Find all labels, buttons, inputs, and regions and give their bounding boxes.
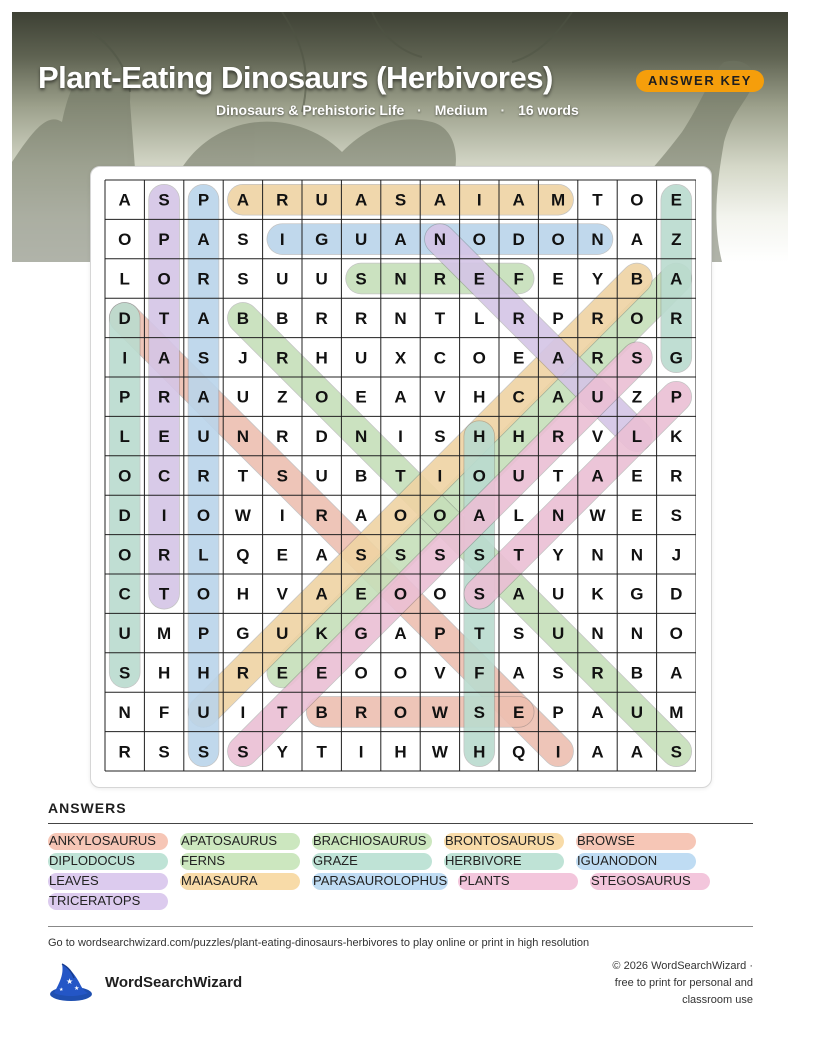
grid-letter[interactable]: A	[512, 663, 525, 683]
grid-letter[interactable]: B	[315, 702, 328, 722]
grid-letter[interactable]: T	[158, 584, 170, 604]
grid-letter[interactable]: N	[394, 269, 407, 289]
grid-letter[interactable]: S	[394, 190, 407, 210]
copyright-line: free to print for personal and	[614, 977, 753, 989]
difficulty-label: Medium	[434, 102, 488, 118]
grid-letter[interactable]: O	[196, 505, 211, 525]
grid-letter[interactable]: S	[631, 348, 643, 368]
grid-letter[interactable]: O	[196, 584, 211, 604]
grid-letter[interactable]: F	[513, 269, 524, 289]
grid-letter[interactable]: A	[197, 230, 210, 250]
grid-letter[interactable]: W	[431, 742, 448, 762]
grid-letter[interactable]: A	[591, 742, 604, 762]
grid-letter[interactable]: R	[354, 702, 368, 722]
grid-letter[interactable]: L	[119, 427, 130, 447]
answer-word-label: PARASAUROLOPHUS	[313, 873, 448, 888]
grid-letter[interactable]: A	[433, 190, 447, 210]
grid-letter[interactable]: A	[118, 190, 131, 210]
brand-name: WordSearchWizard	[105, 974, 243, 991]
grid-letter[interactable]: M	[551, 190, 566, 210]
answer-word	[48, 832, 156, 850]
grid-letter[interactable]: H	[394, 742, 407, 762]
grid-letter[interactable]: O	[393, 505, 408, 525]
grid-letter[interactable]: R	[433, 269, 447, 289]
grid-letter[interactable]: A	[551, 387, 565, 407]
answer-word	[312, 832, 426, 850]
grid-letter[interactable]: C	[433, 348, 447, 368]
grid-letter[interactable]: I	[437, 466, 443, 486]
answer-word-label: APATOSAURUS	[181, 833, 278, 848]
svg-text:★: ★	[74, 986, 80, 992]
grid-letter[interactable]: S	[355, 545, 367, 565]
svg-text:★: ★	[59, 987, 64, 993]
grid-letter[interactable]: R	[276, 427, 289, 447]
grid-letter[interactable]: S	[119, 663, 131, 683]
grid-letter[interactable]: S	[237, 742, 249, 762]
grid-letter[interactable]: A	[315, 545, 328, 565]
grid-letter[interactable]: X	[394, 348, 407, 368]
grid-letter[interactable]: S	[434, 545, 446, 565]
grid-letter[interactable]: U	[276, 624, 289, 644]
grid-letter[interactable]: S	[355, 269, 367, 289]
grid-letter[interactable]: N	[354, 427, 368, 447]
answer-word	[48, 852, 135, 870]
answer-word	[576, 852, 657, 870]
grid-letter[interactable]: K	[670, 427, 683, 447]
grid-letter[interactable]: R	[118, 742, 131, 762]
grid-letter[interactable]: N	[630, 624, 644, 644]
grid-letter[interactable]: F	[158, 702, 170, 722]
answer-word	[48, 872, 99, 890]
grid-letter[interactable]: I	[398, 427, 403, 447]
grid-letter[interactable]: E	[473, 269, 485, 289]
answer-word-label: GRAZE	[313, 853, 358, 868]
grid-letter[interactable]: I	[279, 505, 285, 525]
grid-letter[interactable]: I	[240, 702, 246, 722]
grid-letter[interactable]: U	[354, 348, 368, 368]
grid-letter[interactable]: E	[355, 584, 367, 604]
letter-grid	[104, 179, 696, 773]
grid-letter[interactable]: B	[630, 269, 644, 289]
grid-letter[interactable]: A	[630, 230, 644, 250]
grid-letter[interactable]: H	[197, 663, 210, 683]
answer-word	[312, 852, 358, 870]
grid-letter[interactable]: A	[236, 190, 250, 210]
grid-letter[interactable]: A	[630, 742, 644, 762]
grid-letter[interactable]: T	[474, 624, 485, 644]
grid-letter[interactable]: S	[394, 545, 407, 565]
grid-letter[interactable]: K	[315, 624, 328, 644]
answer-word	[180, 832, 277, 850]
grid-letter[interactable]: O	[472, 230, 486, 250]
answer-word	[458, 872, 510, 890]
answer-word	[444, 832, 555, 850]
answer-word-label: STEGOSAURUS	[591, 873, 691, 888]
grid-letter[interactable]: E	[276, 545, 288, 565]
grid-letter[interactable]: O	[315, 387, 329, 407]
answer-word	[576, 832, 635, 850]
grid-letter[interactable]: S	[473, 545, 485, 565]
grid-letter[interactable]: P	[197, 624, 210, 644]
grid-letter[interactable]: H	[157, 663, 171, 683]
answer-word-label: ANKYLOSAURUS	[49, 833, 156, 848]
grid-letter[interactable]: P	[197, 190, 210, 210]
grid-letter[interactable]: R	[591, 663, 604, 683]
grid-letter[interactable]: U	[118, 624, 131, 644]
answer-word	[180, 852, 225, 870]
grid-letter[interactable]: G	[315, 230, 329, 250]
grid-letter[interactable]: B	[276, 308, 289, 328]
grid-letter[interactable]: D	[315, 427, 328, 447]
grid-letter[interactable]: O	[472, 348, 486, 368]
grid-letter[interactable]: A	[512, 584, 525, 604]
grid-letter[interactable]: E	[631, 505, 643, 525]
grid-letter[interactable]: T	[395, 466, 406, 486]
grid-letter[interactable]: S	[197, 348, 210, 368]
grid-letter[interactable]: T	[277, 702, 288, 722]
grid-letter[interactable]: U	[197, 427, 210, 447]
grid-letter[interactable]: A	[591, 702, 604, 722]
grid-letter[interactable]: D	[118, 505, 131, 525]
divider	[48, 926, 753, 927]
grid-letter[interactable]: R	[591, 348, 604, 368]
grid-letter[interactable]: O	[630, 308, 644, 328]
grid-letter[interactable]: U	[551, 624, 565, 644]
grid-letter[interactable]: E	[355, 387, 367, 407]
grid-letter[interactable]: O	[354, 663, 368, 683]
grid-letter[interactable]: L	[631, 427, 643, 447]
grid-letter[interactable]: K	[591, 584, 604, 604]
grid-letter[interactable]: O	[118, 466, 132, 486]
grid-letter[interactable]: O	[669, 624, 683, 644]
grid-letter[interactable]: H	[473, 387, 486, 407]
grid-letter[interactable]: A	[197, 308, 210, 328]
grid-letter[interactable]: W	[234, 505, 251, 525]
copyright-line: classroom use	[682, 994, 753, 1006]
grid-letter[interactable]: H	[236, 584, 250, 604]
grid-letter[interactable]: P	[158, 230, 170, 250]
answer-word-label: MAIASAURA	[181, 873, 258, 888]
answer-word-label: FERNS	[181, 853, 226, 868]
grid-letter[interactable]: I	[279, 230, 285, 250]
grid-letter[interactable]: R	[276, 348, 289, 368]
grid-letter[interactable]: E	[158, 427, 170, 447]
grid-letter[interactable]: M	[157, 624, 172, 644]
meta-separator: ·	[500, 102, 506, 118]
grid-letter[interactable]: L	[474, 308, 485, 328]
play-online-link[interactable]: Go to wordsearchwizard.com/puzzles/plant-eating-dinosaurs-herbivores to play online or print in high resolution	[48, 937, 590, 949]
grid-letter[interactable]: G	[630, 584, 644, 604]
grid-letter[interactable]: N	[236, 427, 250, 447]
answer-word-label: BRACHIOSAURUS	[313, 833, 427, 848]
grid-letter[interactable]: C	[157, 466, 171, 486]
svg-text:★: ★	[66, 977, 74, 986]
grid-letter[interactable]: E	[670, 190, 682, 210]
grid-letter[interactable]: U	[551, 584, 565, 604]
answer-word-label: TRICERATOPS	[49, 893, 141, 908]
wizard-hat-icon	[46, 962, 94, 1004]
grid-letter[interactable]: O	[551, 230, 565, 250]
grid-letter[interactable]: O	[433, 584, 447, 604]
grid-letter[interactable]: B	[236, 308, 250, 328]
grid-letter[interactable]: A	[551, 348, 565, 368]
category-label: Dinosaurs & Prehistoric Life	[216, 102, 405, 118]
grid-letter[interactable]: R	[591, 308, 604, 328]
grid-letter[interactable]: A	[394, 624, 407, 644]
grid-letter[interactable]: D	[670, 584, 683, 604]
grid-letter[interactable]: S	[237, 230, 249, 250]
grid-letter[interactable]: P	[434, 624, 446, 644]
grid-letter[interactable]: E	[316, 663, 328, 683]
grid-letter[interactable]: R	[315, 308, 328, 328]
grid-letter[interactable]: N	[551, 505, 565, 525]
grid-letter[interactable]: O	[118, 545, 132, 565]
grid-letter[interactable]: J	[238, 348, 248, 368]
grid-letter[interactable]: G	[354, 624, 368, 644]
grid-letter[interactable]: R	[670, 466, 683, 486]
answer-word	[444, 852, 522, 870]
grid-letter[interactable]: C	[512, 387, 525, 407]
grid-letter[interactable]: S	[552, 663, 564, 683]
grid-letter[interactable]: E	[276, 663, 288, 683]
grid-letter[interactable]: A	[512, 190, 525, 210]
answer-word	[180, 872, 258, 890]
grid-letter[interactable]: O	[393, 584, 408, 604]
grid-letter[interactable]: W	[589, 505, 606, 525]
grid-letter[interactable]: V	[434, 663, 446, 683]
grid-letter[interactable]: C	[118, 584, 131, 604]
grid-letter[interactable]: O	[630, 190, 644, 210]
grid-letter[interactable]: V	[591, 427, 604, 447]
grid-letter[interactable]: U	[315, 190, 328, 210]
grid-letter[interactable]: U	[315, 466, 328, 486]
answer-word-label: BRONTOSAURUS	[445, 833, 555, 848]
grid-letter[interactable]: S	[158, 742, 170, 762]
grid-letter[interactable]: U	[236, 387, 250, 407]
grid-letter[interactable]: H	[473, 742, 486, 762]
grid-letter[interactable]: N	[118, 702, 131, 722]
grid-letter[interactable]: I	[161, 505, 167, 525]
grid-letter[interactable]: H	[512, 427, 525, 447]
grid-letter[interactable]: V	[276, 584, 288, 604]
grid-letter[interactable]: U	[197, 702, 210, 722]
grid-letter[interactable]: E	[513, 702, 525, 722]
grid-letter[interactable]: O	[393, 663, 408, 683]
grid-letter[interactable]: T	[513, 545, 524, 565]
grid-letter[interactable]: V	[434, 387, 446, 407]
grid-letter[interactable]: U	[315, 269, 328, 289]
grid-letter[interactable]: A	[670, 269, 683, 289]
grid-letter[interactable]: S	[276, 466, 288, 486]
grid-letter[interactable]: D	[118, 308, 131, 328]
grid-letter[interactable]: A	[394, 230, 407, 250]
meta-separator: ·	[417, 102, 422, 118]
grid-letter[interactable]: E	[631, 466, 643, 486]
grid-letter[interactable]: R	[236, 663, 250, 683]
grid-letter[interactable]: R	[157, 387, 171, 407]
grid-letter[interactable]: R	[197, 269, 210, 289]
grid-letter[interactable]: G	[236, 624, 250, 644]
grid-letter[interactable]: B	[630, 663, 644, 683]
page-title: Plant-Eating Dinosaurs (Herbivores)	[38, 60, 553, 95]
grid-letter[interactable]: U	[276, 269, 289, 289]
grid-letter[interactable]: B	[354, 466, 368, 486]
answer-word	[590, 872, 691, 890]
grid-letter[interactable]: T	[316, 742, 327, 762]
grid-letter[interactable]: N	[591, 545, 604, 565]
grid-letter[interactable]: L	[198, 545, 209, 565]
grid-letter[interactable]: A	[394, 387, 407, 407]
grid-letter[interactable]: N	[394, 308, 407, 328]
grid-letter[interactable]: U	[354, 230, 368, 250]
grid-letter[interactable]: I	[555, 742, 561, 762]
copyright	[590, 958, 753, 1009]
grid-letter[interactable]: T	[434, 308, 446, 328]
grid-letters	[118, 191, 683, 762]
grid-letter[interactable]: U	[512, 466, 525, 486]
grid-letter[interactable]: A	[670, 663, 683, 683]
grid-letter[interactable]: P	[552, 702, 564, 722]
grid-letter[interactable]: J	[671, 545, 682, 565]
word-count-label: 16 words	[518, 102, 579, 118]
grid-letter[interactable]: Y	[591, 269, 604, 289]
grid-letter[interactable]: A	[591, 466, 604, 486]
answer-word-label: PLANTS	[459, 873, 510, 888]
grid-letter[interactable]: E	[513, 348, 525, 368]
grid-letter[interactable]: H	[315, 348, 328, 368]
grid-letter[interactable]: O	[157, 269, 171, 289]
grid-letter[interactable]: A	[315, 584, 328, 604]
grid-letter[interactable]: I	[476, 190, 482, 210]
grid-letter[interactable]: P	[670, 387, 682, 407]
grid-letter[interactable]: R	[276, 190, 289, 210]
grid-letter[interactable]: E	[552, 269, 564, 289]
grid-letter[interactable]: D	[512, 230, 525, 250]
answers-heading: ANSWERS	[48, 800, 127, 816]
answer-word	[48, 892, 140, 910]
grid-letter[interactable]: A	[157, 348, 171, 368]
answer-word-label: BROWSE	[577, 833, 635, 848]
grid-letter[interactable]: T	[237, 466, 249, 486]
grid-letter[interactable]: N	[591, 624, 604, 644]
grid-letter[interactable]: T	[552, 466, 564, 486]
grid-letter[interactable]: U	[630, 702, 644, 722]
grid-letter[interactable]: N	[591, 230, 604, 250]
grid-letter[interactable]: W	[431, 702, 448, 722]
grid-letter[interactable]: U	[591, 387, 604, 407]
grid-letter[interactable]: L	[119, 269, 130, 289]
grid-letter[interactable]: S	[473, 584, 485, 604]
grid-letter[interactable]: Y	[276, 742, 288, 762]
grid-letter[interactable]: O	[433, 505, 447, 525]
grid-letter[interactable]: R	[551, 427, 565, 447]
grid-letter[interactable]: A	[354, 505, 368, 525]
grid-letter[interactable]: L	[513, 505, 524, 525]
grid-letter[interactable]: Q	[236, 545, 250, 565]
grid-letter[interactable]: P	[119, 387, 131, 407]
grid-letter[interactable]: O	[393, 702, 408, 722]
answer-word-label: HERBIVORE	[445, 853, 522, 868]
grid-letter[interactable]: A	[197, 387, 210, 407]
grid-letter[interactable]: S	[513, 624, 525, 644]
grid-letter[interactable]: S	[197, 742, 210, 762]
grid-letter[interactable]: Q	[512, 742, 526, 762]
answer-word-label: IGUANODON	[577, 853, 658, 868]
puzzle-meta	[216, 102, 579, 118]
grid-letter[interactable]: Y	[552, 545, 564, 565]
grid-letter[interactable]: Z	[277, 387, 288, 407]
grid-letter[interactable]: M	[669, 702, 684, 722]
grid-letter[interactable]: O	[118, 230, 132, 250]
grid-letter[interactable]: T	[158, 308, 170, 328]
grid-letter[interactable]: R	[197, 466, 210, 486]
grid-letter[interactable]: I	[122, 348, 128, 368]
grid-letter[interactable]: Z	[631, 387, 643, 407]
answer-word-label: DIPLODOCUS	[49, 853, 135, 868]
grid-letter[interactable]: R	[315, 505, 328, 525]
grid-letter[interactable]: A	[354, 190, 368, 210]
grid-letter[interactable]: N	[630, 545, 644, 565]
grid-letter[interactable]: O	[472, 466, 486, 486]
grid-letter[interactable]: H	[473, 427, 486, 447]
copyright-line: © 2026 WordSearchWizard ·	[612, 960, 753, 972]
grid-letter[interactable]: N	[433, 230, 447, 250]
grid-letter[interactable]: P	[552, 308, 564, 328]
grid-letter[interactable]: S	[237, 269, 249, 289]
answer-word	[312, 872, 447, 890]
grid-letter[interactable]: R	[354, 308, 368, 328]
grid-letter[interactable]: S	[670, 505, 682, 525]
grid-letter[interactable]: I	[358, 742, 364, 762]
grid-letter[interactable]: S	[670, 742, 682, 762]
grid-letter[interactable]: R	[670, 308, 683, 328]
grid-letter[interactable]: S	[158, 190, 170, 210]
grid-letter[interactable]: S	[434, 427, 446, 447]
grid-letter[interactable]: F	[474, 663, 485, 683]
grid-letter[interactable]: T	[592, 190, 603, 210]
divider	[48, 823, 753, 824]
grid-letter[interactable]: S	[473, 702, 485, 722]
grid-letter[interactable]: R	[512, 308, 525, 328]
answer-word-label: LEAVES	[49, 873, 99, 888]
grid-letter[interactable]: Z	[671, 230, 682, 250]
grid-letter[interactable]: G	[669, 348, 683, 368]
grid-letter[interactable]: R	[157, 545, 171, 565]
grid-letter[interactable]: A	[473, 505, 486, 525]
answer-key-badge: ANSWER KEY	[636, 70, 764, 92]
